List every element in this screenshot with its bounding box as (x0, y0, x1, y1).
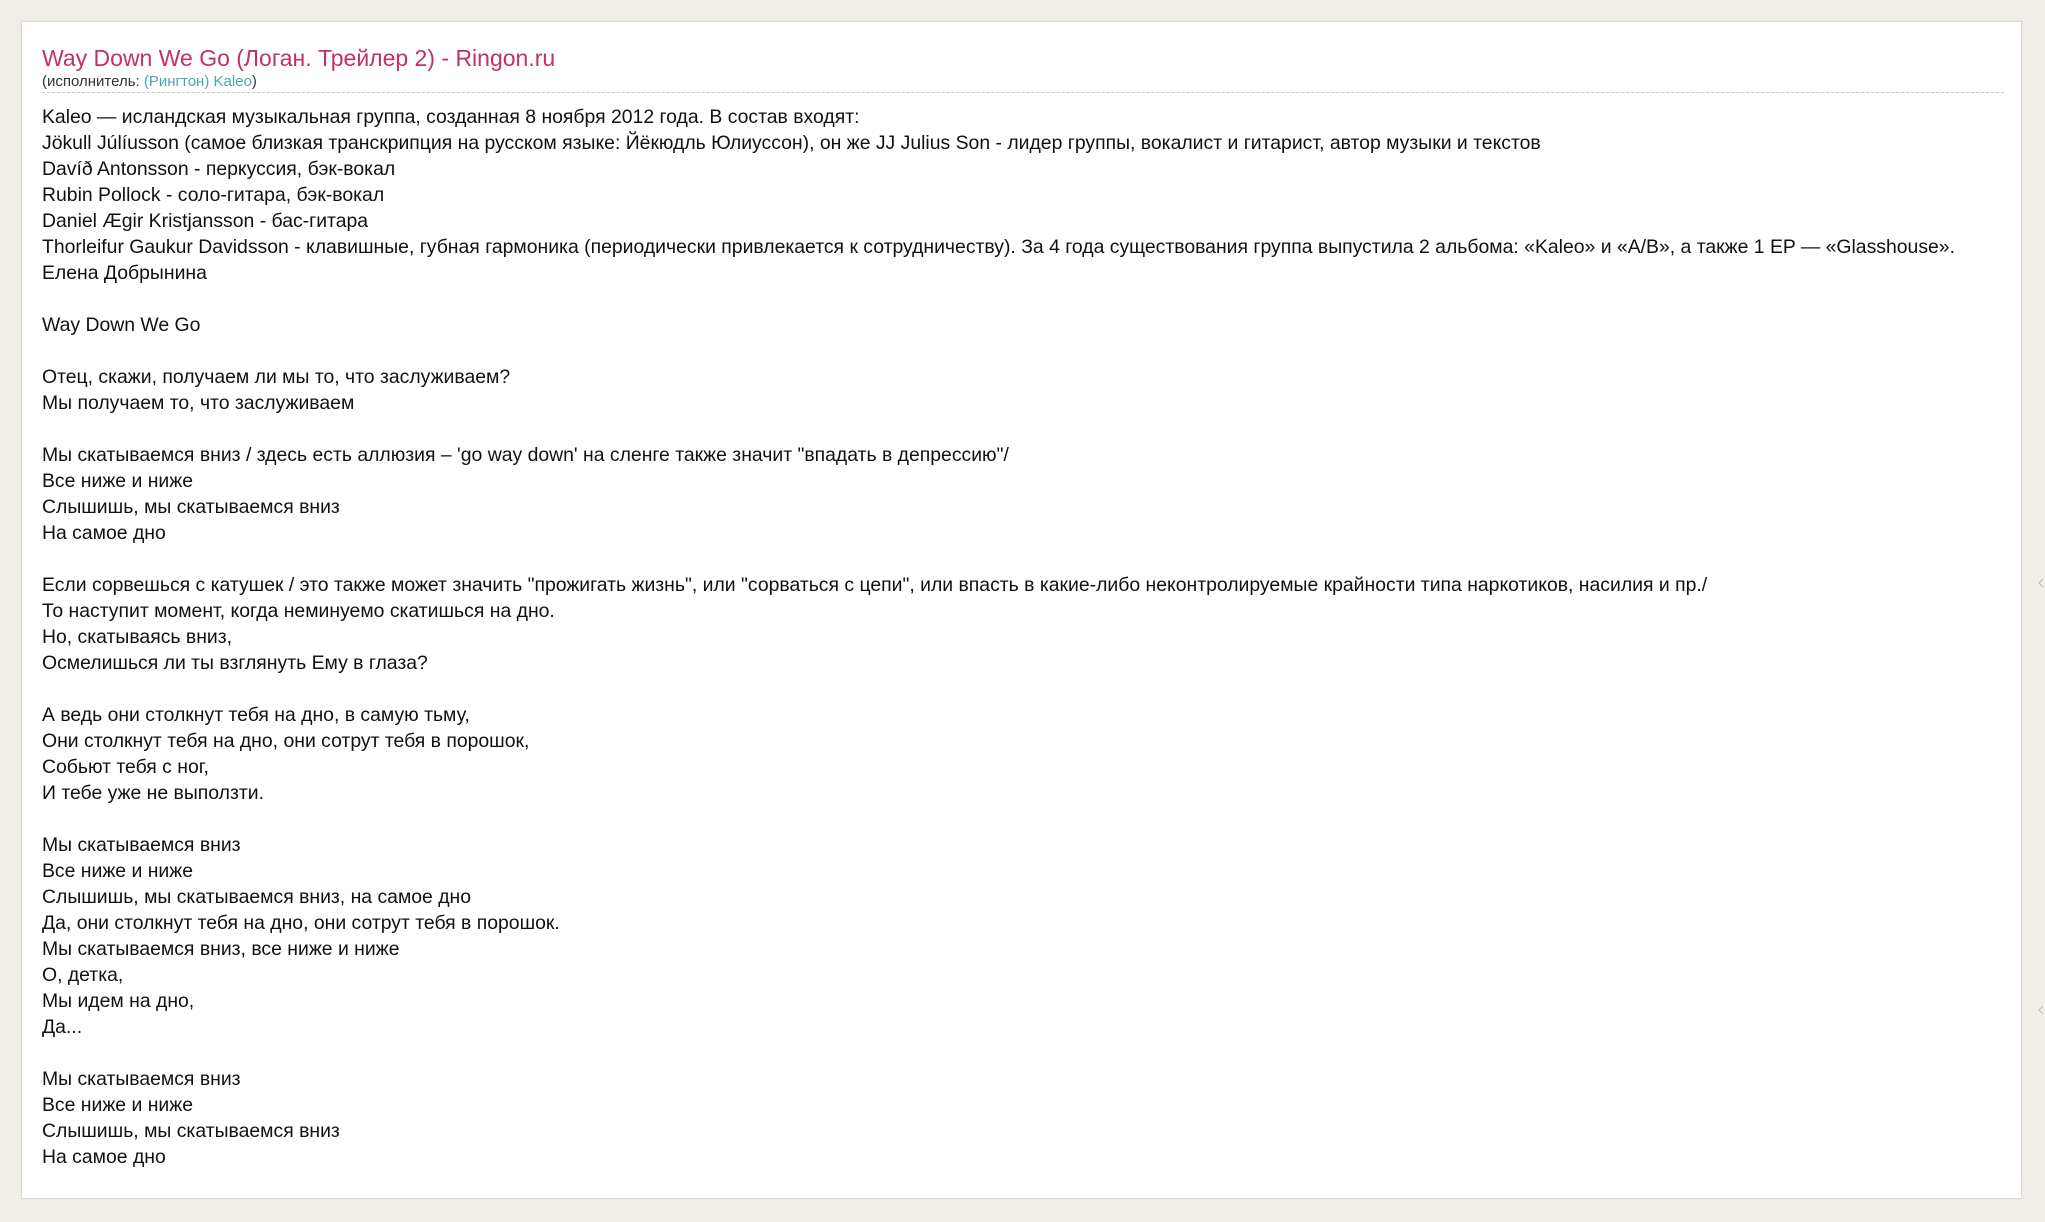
lyric-line: Да... (42, 1016, 83, 1038)
lyrics-stanzas (42, 338, 2012, 1170)
lyric-line: Все ниже и ниже (42, 860, 193, 882)
lyric-line: Осмелишься ли ты взглянуть Ему в глаза? (42, 652, 428, 674)
band-description (42, 104, 2012, 286)
lyric-line: Мы скатываемся вниз (42, 1068, 241, 1090)
description-line: Rubin Pollock - соло-гитара, бэк-вокал (42, 184, 385, 206)
stanza-spacer (42, 676, 2012, 702)
description-line: Thorleifur Gaukur Davidsson - клавишные, губная гармоника (периодически привлекается к сотрудничеству). За 4 года существования группа выпустила 2 альбома: «Kaleo» и «A/B», а также 1 EP — «Glasshouse». (42, 236, 1955, 258)
lyric-line: А ведь они столкнут тебя на дно, в самую тьму, (42, 704, 470, 726)
performer-line (42, 73, 2004, 90)
lyric-line: Слышишь, мы скатываемся вниз (42, 496, 340, 518)
description-line: Kaleo — исландская музыкальная группа, созданная 8 ноября 2012 года. В состав входят: (42, 106, 860, 128)
stanza (42, 364, 2012, 416)
stanza-spacer (42, 416, 2012, 442)
page-title: Way Down We Go (Логан. Трейлер 2) - Ringon.ru (42, 45, 556, 71)
page-header (42, 44, 2004, 93)
lyric-line: Они столкнут тебя на дно, они сотрут тебя в порошок, (42, 730, 530, 752)
stanza (42, 832, 2012, 1040)
stanza-spacer (42, 546, 2012, 572)
lyric-line: Мы получаем то, что заслуживаем (42, 392, 355, 414)
stanza-spacer (42, 338, 2012, 364)
lyrics-body (42, 104, 2012, 1170)
scroll-arrow-icon[interactable] (2038, 1005, 2044, 1015)
lyric-line: Но, скатываясь вниз, (42, 626, 233, 648)
scroll-arrow-icon[interactable] (2038, 578, 2044, 588)
lyric-line: То наступит момент, когда неминуемо скатишься на дно. (42, 600, 555, 622)
song-title: Way Down We Go (42, 314, 201, 336)
lyrics-card (21, 21, 2022, 1199)
lyric-line: Отец, скажи, получаем ли мы то, что заслуживаем? (42, 366, 511, 388)
lyric-line: Слышишь, мы скатываемся вниз (42, 1120, 340, 1142)
description-line: Daniel Ægir Kristjansson - бас-гитара (42, 210, 369, 232)
description-line: Елена Добрынина (42, 262, 207, 284)
lyric-line: Мы скатываемся вниз (42, 834, 241, 856)
lyric-line: О, детка, (42, 964, 124, 986)
lyric-line: Все ниже и ниже (42, 470, 193, 492)
stanza (42, 442, 2012, 546)
lyric-line: На самое дно (42, 522, 166, 544)
stanza (42, 1066, 2012, 1170)
stanza (42, 572, 2012, 676)
description-line: Davíð Antonsson - перкуссия, бэк-вокал (42, 158, 396, 180)
performer-label: (исполнитель: (42, 73, 144, 90)
lyric-line: Мы скатываемся вниз, все ниже и ниже (42, 938, 400, 960)
lyric-line: Все ниже и ниже (42, 1094, 193, 1116)
lyric-line: На самое дно (42, 1146, 166, 1168)
description-line: Jökull Júlíusson (самое близкая транскрипция на русском языке: Йёкюдль Юлиуссон), он же JJ Julius Son - лидер группы, вокалист и гитарист, автор музыки и текстов (42, 132, 1541, 154)
lyric-line: Да, они столкнут тебя на дно, они сотрут тебя в порошок. (42, 912, 560, 934)
stanza (42, 702, 2012, 806)
stanza-spacer (42, 1040, 2012, 1066)
lyric-line: Слышишь, мы скатываемся вниз, на самое дно (42, 886, 472, 908)
lyric-line: И тебе уже не выползти. (42, 782, 264, 804)
lyric-line: Если сорвешься с катушек / это также может значить "прожигать жизнь", или "сорваться с цепи", или впасть в какие-либо неконтролируемые крайности типа наркотиков, насилия и пр./ (42, 574, 1708, 596)
lyric-line: Мы идем на дно, (42, 990, 195, 1012)
performer-link[interactable]: (Рингтон) Kaleo (143, 73, 252, 90)
lyric-line: Мы скатываемся вниз / здесь есть аллюзия – 'go way down' на сленге также значит "впадать в депрессию"/ (42, 444, 1009, 466)
lyric-line: Собьют тебя с ног, (42, 756, 209, 778)
spacer (42, 286, 2012, 312)
stanza-spacer (42, 806, 2012, 832)
performer-close: ) (251, 73, 257, 90)
